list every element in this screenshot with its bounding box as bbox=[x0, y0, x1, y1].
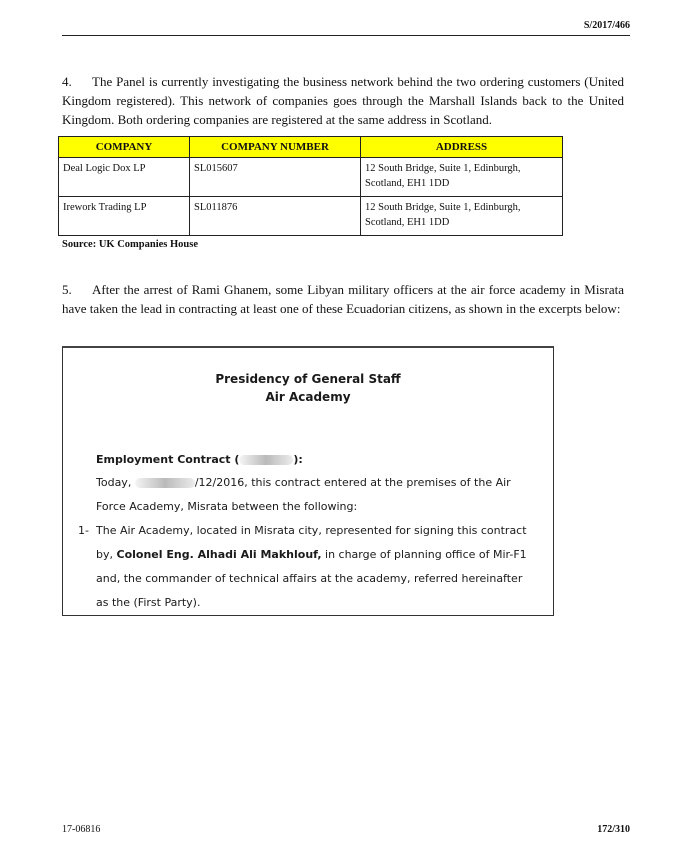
paragraph-4 bbox=[62, 72, 624, 129]
today-rest: /12/2016, this contract entered at the premises of the Air bbox=[194, 476, 511, 489]
column-header-address: ADDRESS bbox=[361, 137, 563, 158]
today-prefix: Today, bbox=[96, 476, 132, 489]
address-line-2: Scotland, EH1 1DD bbox=[365, 217, 450, 228]
cell-company: Irework Trading LP bbox=[59, 197, 190, 236]
contract-label-line bbox=[96, 452, 303, 468]
cell-address bbox=[361, 197, 563, 236]
contract-line-4: The Air Academy, located in Misrata city, represented for signing this contract bbox=[96, 524, 527, 537]
footer-page-number: 172/310 bbox=[597, 824, 630, 835]
footer-document-code: 17-06816 bbox=[62, 824, 101, 835]
contract-label: Employment Contract ( bbox=[96, 453, 240, 466]
paragraph-number: 5. bbox=[62, 282, 72, 297]
table-header-row bbox=[59, 137, 563, 158]
table-row bbox=[59, 197, 563, 236]
cell-company-number: SL011876 bbox=[190, 197, 361, 236]
table-row bbox=[59, 158, 563, 197]
address-line-2: Scotland, EH1 1DD bbox=[365, 178, 450, 189]
cell-company-number: SL015607 bbox=[190, 158, 361, 197]
table-source: Source: UK Companies House bbox=[62, 239, 199, 250]
column-header-company: COMPANY bbox=[59, 137, 190, 158]
excerpt-title-line-2: Air Academy bbox=[265, 390, 351, 404]
contract-line-5 bbox=[96, 547, 527, 563]
cell-address bbox=[361, 158, 563, 197]
contract-line-3: Force Academy, Misrata between the following: bbox=[96, 500, 358, 513]
excerpt-header bbox=[63, 370, 553, 406]
address-line-1: 12 South Bridge, Suite 1, Edinburgh, bbox=[365, 202, 521, 213]
header-rule bbox=[62, 35, 630, 36]
contract-label-end: ): bbox=[293, 453, 303, 466]
line5-rest: in charge of planning office of Mir-F1 bbox=[325, 548, 527, 561]
document-symbol: S/2017/466 bbox=[583, 20, 630, 31]
address-line-1: 12 South Bridge, Suite 1, Edinburgh, bbox=[365, 163, 521, 174]
excerpt-title-line-1: Presidency of General Staff bbox=[215, 372, 401, 386]
line5-prefix: by, bbox=[96, 548, 113, 561]
item-number: 1- bbox=[78, 524, 89, 537]
paragraph-5 bbox=[62, 280, 624, 318]
companies-table bbox=[58, 136, 563, 236]
redacted-blur bbox=[135, 478, 195, 488]
contract-date-line bbox=[96, 475, 511, 491]
contract-line-6: and, the commander of technical affairs at the academy, referred hereinafter bbox=[96, 572, 523, 585]
redacted-blur bbox=[239, 455, 293, 465]
paragraph-text: The Panel is currently investigating the business network behind the two ordering customers (United Kingdom registered). This network of companies goes through the Marshall Islands back to the United Kingdom. Both ordering companies are registered at the same address in Scotland. bbox=[62, 74, 624, 127]
cell-company: Deal Logic Dox LP bbox=[59, 158, 190, 197]
contract-excerpt-image bbox=[62, 346, 554, 616]
contract-line-7: as the (First Party). bbox=[96, 596, 201, 609]
signatory-name: Colonel Eng. Alhadi Ali Makhlouf, bbox=[116, 548, 322, 561]
paragraph-number: 4. bbox=[62, 74, 72, 89]
column-header-company-number: COMPANY NUMBER bbox=[190, 137, 361, 158]
paragraph-text: After the arrest of Rami Ghanem, some Libyan military officers at the air force academy in Misrata have taken the lead in contracting at least one of these Ecuadorian citizens, as shown in the excerpts below: bbox=[62, 282, 624, 316]
